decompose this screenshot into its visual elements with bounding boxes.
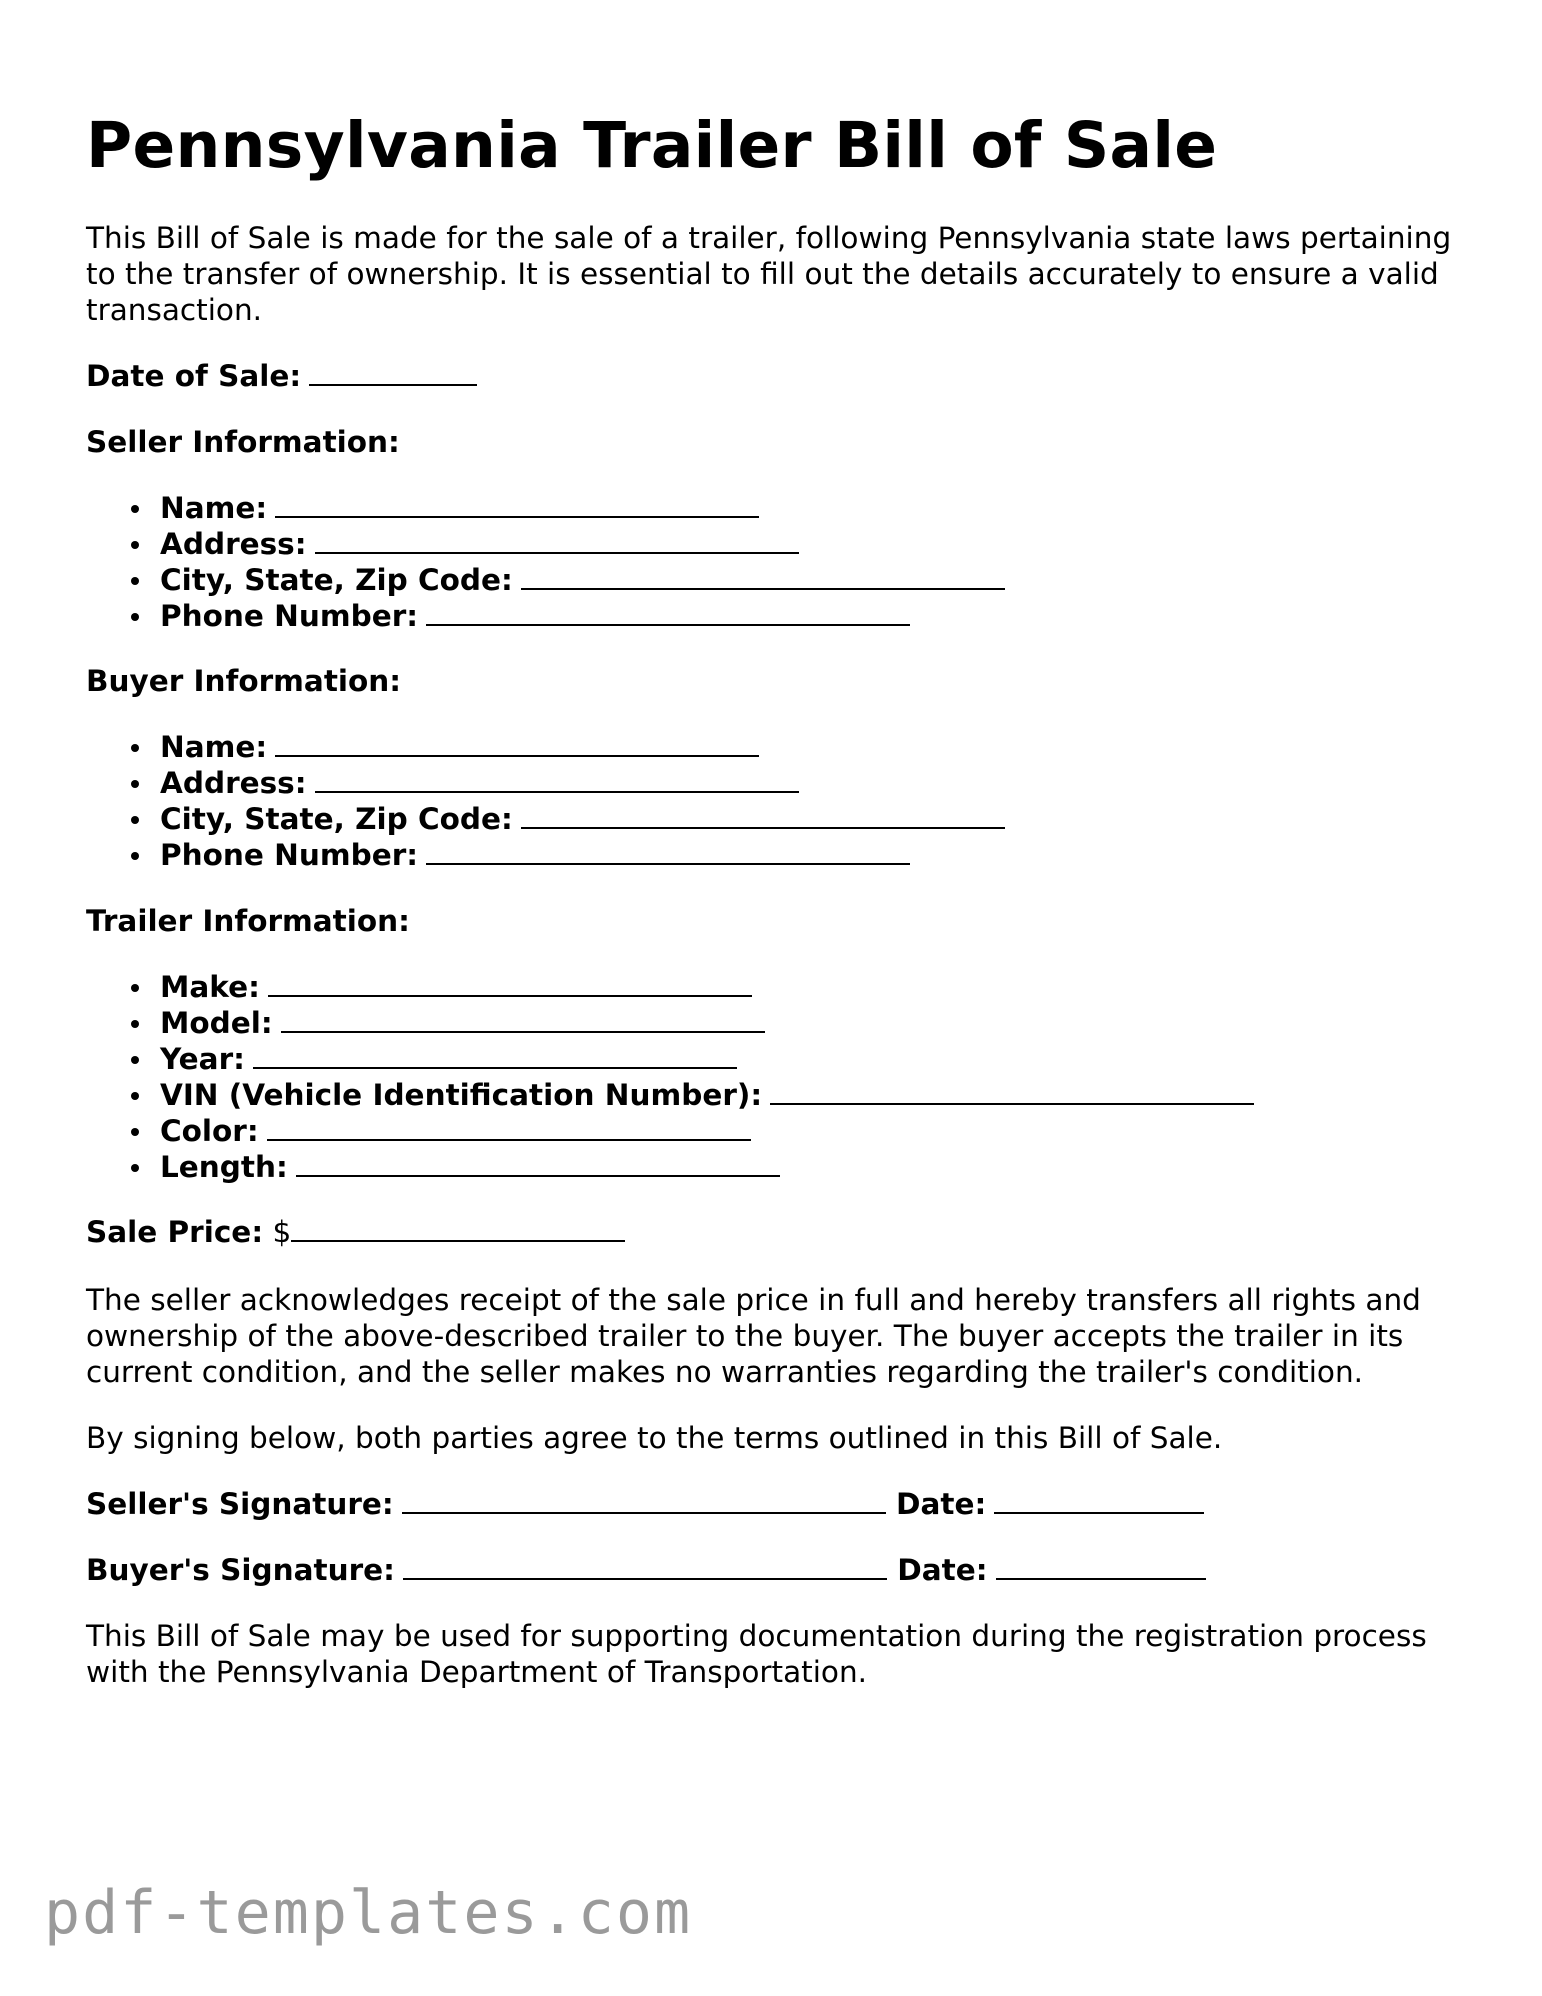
buyer-phone-blank[interactable] <box>426 862 910 865</box>
seller-signature-row <box>86 1486 1466 1522</box>
sale-price-label: Sale Price: <box>86 1215 264 1249</box>
trailer-length-field: Length: <box>86 1149 1466 1185</box>
trailer-year-field: Year: <box>86 1041 1466 1077</box>
trailer-length-blank[interactable] <box>296 1174 780 1177</box>
document-title: Pennsylvania Trailer Bill of Sale <box>86 109 1218 182</box>
buyer-heading: Buyer Information: <box>86 664 402 698</box>
trailer-model-field: Model: <box>86 1005 1466 1041</box>
trailer-make-blank[interactable] <box>268 994 752 997</box>
buyer-city-field: City, State, Zip Code: <box>86 801 1466 837</box>
seller-date-label: Date: <box>896 1487 987 1521</box>
seller-phone-blank[interactable] <box>426 623 910 626</box>
date-of-sale-blank[interactable] <box>309 383 477 386</box>
watermark-text: pdf-templates.com <box>44 1878 693 1948</box>
agreement-paragraph: By signing below, both parties agree to the terms outlined in this Bill of Sale. <box>86 1421 1223 1455</box>
trailer-year-blank[interactable] <box>253 1066 737 1069</box>
date-of-sale-row <box>86 358 1466 394</box>
seller-address-field: Address: <box>86 526 1466 562</box>
buyer-date-blank[interactable] <box>996 1577 1206 1580</box>
acknowledgement-paragraph: The seller acknowledges receipt of the sale price in full and hereby transfers all rights and ownership of the above-described trailer to the buyer. The buyer accepts the trailer in its current condition, and the seller makes no warranties regarding the trailer's condition. <box>86 1283 1421 1389</box>
buyer-city-blank[interactable] <box>521 826 1005 829</box>
trailer-model-blank[interactable] <box>281 1030 765 1033</box>
seller-signature-label: Seller's Signature: <box>86 1487 394 1521</box>
seller-name-field: Name: <box>86 490 1466 526</box>
buyer-name-field: Name: <box>86 729 1466 765</box>
buyer-fields <box>86 729 1466 873</box>
trailer-vin-field: VIN (Vehicle Identification Number): <box>86 1077 1466 1113</box>
buyer-signature-row <box>86 1552 1466 1588</box>
buyer-address-blank[interactable] <box>315 790 799 793</box>
sale-price-currency: $ <box>272 1215 292 1249</box>
sale-price-blank[interactable] <box>291 1239 625 1242</box>
buyer-signature-label: Buyer's Signature: <box>86 1553 395 1587</box>
intro-paragraph: This Bill of Sale is made for the sale of a trailer, following Pennsylvania state laws pertaining to the transfer of ownership. It is essential to fill out the details accurately to ensure a valid transaction. <box>86 221 1452 327</box>
date-of-sale-label: Date of Sale: <box>86 359 302 393</box>
buyer-date-label: Date: <box>897 1553 988 1587</box>
footer-note-paragraph: This Bill of Sale may be used for supporting documentation during the registration process with the Pennsylvania Department of Transportation. <box>86 1619 1427 1689</box>
trailer-heading: Trailer Information: <box>86 904 410 938</box>
trailer-fields <box>86 969 1466 1185</box>
buyer-signature-blank[interactable] <box>403 1577 887 1580</box>
sale-price-row <box>86 1214 1466 1250</box>
seller-date-blank[interactable] <box>994 1511 1204 1514</box>
seller-city-field: City, State, Zip Code: <box>86 562 1466 598</box>
trailer-vin-blank[interactable] <box>770 1102 1254 1105</box>
seller-heading: Seller Information: <box>86 425 400 459</box>
seller-signature-blank[interactable] <box>402 1511 886 1514</box>
seller-city-blank[interactable] <box>521 587 1005 590</box>
trailer-color-blank[interactable] <box>267 1138 751 1141</box>
buyer-name-blank[interactable] <box>275 754 759 757</box>
seller-name-blank[interactable] <box>275 515 759 518</box>
trailer-make-field: Make: <box>86 969 1466 1005</box>
buyer-address-field: Address: <box>86 765 1466 801</box>
buyer-phone-field: Phone Number: <box>86 837 1466 873</box>
seller-fields <box>86 490 1466 634</box>
trailer-color-field: Color: <box>86 1113 1466 1149</box>
seller-address-blank[interactable] <box>315 551 799 554</box>
seller-phone-field: Phone Number: <box>86 598 1466 634</box>
